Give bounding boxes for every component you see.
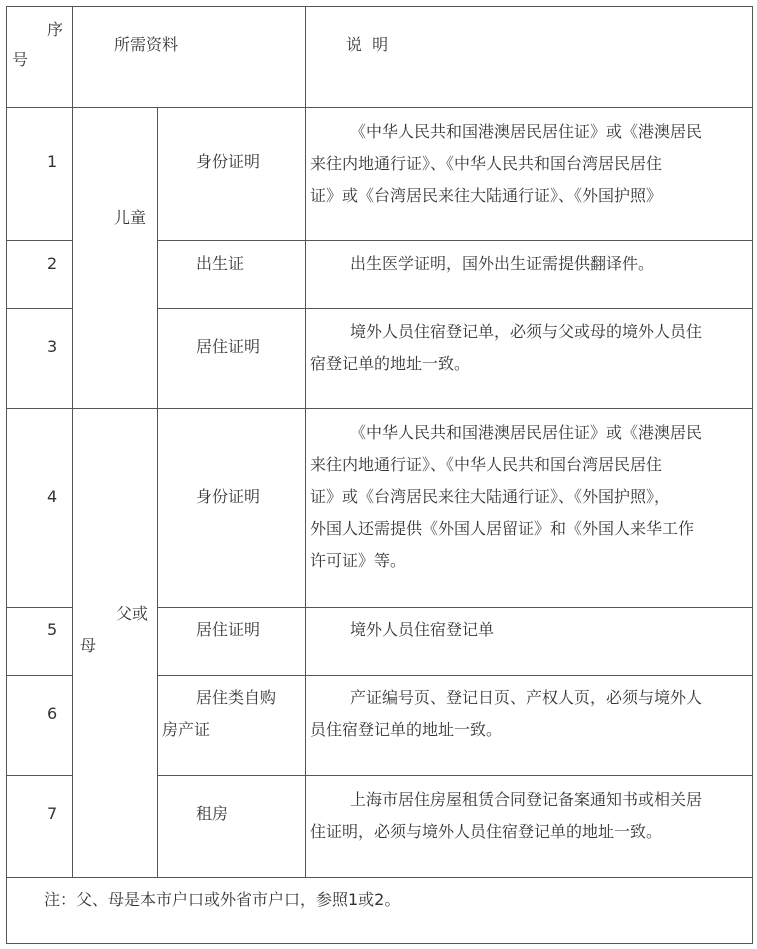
description-line: 境外人员住宿登记单	[350, 620, 495, 639]
description-line: 产证编号页、登记日页、产权人页，必须与境外人	[350, 688, 703, 707]
row-item: 身份证明	[196, 487, 261, 506]
description-line: 来往内地通行证》、《中华人民共和国台湾居民居住	[310, 455, 663, 474]
item-line: 居住类自购	[196, 688, 277, 707]
description-line: 员住宿登记单的地址一致。	[310, 720, 503, 739]
description-line: 出生医学证明，国外出生证需提供翻译件。	[350, 254, 655, 273]
group-child: 儿童	[114, 208, 147, 227]
group-parent-part1: 父或	[116, 604, 149, 623]
row-number: 2	[47, 254, 58, 273]
row-item: 出生证	[196, 254, 245, 273]
item-line: 房产证	[162, 720, 211, 739]
row-item: 居住证明	[196, 620, 261, 639]
description-line: 境外人员住宿登记单，必须与父或母的境外人员住	[350, 322, 703, 341]
row-number: 5	[47, 620, 58, 639]
row-number: 7	[47, 804, 58, 823]
row-item: 居住证明	[196, 337, 261, 356]
description-line: 上海市居住房屋租赁合同登记备案通知书或相关居	[350, 790, 703, 809]
row-description	[310, 248, 654, 280]
row-description	[310, 614, 494, 646]
row-number: 1	[47, 152, 58, 171]
description-line: 宿登记单的地址一致。	[310, 354, 471, 373]
header-description: 说 明	[346, 35, 389, 54]
header-seq-part2: 号	[12, 50, 29, 69]
row-description	[310, 316, 702, 380]
description-line: 住证明，必须与境外人员住宿登记单的地址一致。	[310, 822, 663, 841]
row-item	[162, 682, 276, 746]
row-description	[310, 116, 702, 212]
header-material: 所需资料	[114, 35, 179, 54]
row-item: 身份证明	[196, 152, 261, 171]
row-number: 4	[47, 487, 58, 506]
group-parent-part2: 母	[80, 636, 97, 655]
row-number: 3	[47, 337, 58, 356]
row-description	[310, 417, 702, 577]
description-line: 许可证》等。	[310, 551, 407, 570]
row-number: 6	[47, 704, 58, 723]
row-item: 租房	[196, 804, 229, 823]
header-seq-part1: 序	[47, 20, 64, 39]
table-note: 注：父、母是本市户口或外省市户口，参照1或2。	[44, 890, 401, 909]
description-line: 来往内地通行证》、《中华人民共和国台湾居民居住	[310, 154, 663, 173]
description-line: 《中华人民共和国港澳居民居住证》或《港澳居民	[350, 122, 703, 141]
description-line: 《中华人民共和国港澳居民居住证》或《港澳居民	[350, 423, 703, 442]
row-description	[310, 784, 702, 848]
description-line: 外国人还需提供《外国人居留证》和《外国人来华工作	[310, 519, 695, 538]
description-line: 证》或《台湾居民来往大陆通行证》、《外国护照》	[310, 186, 663, 205]
row-description	[310, 682, 702, 746]
description-line: 证》或《台湾居民来往大陆通行证》、《外国护照》，	[310, 487, 671, 506]
